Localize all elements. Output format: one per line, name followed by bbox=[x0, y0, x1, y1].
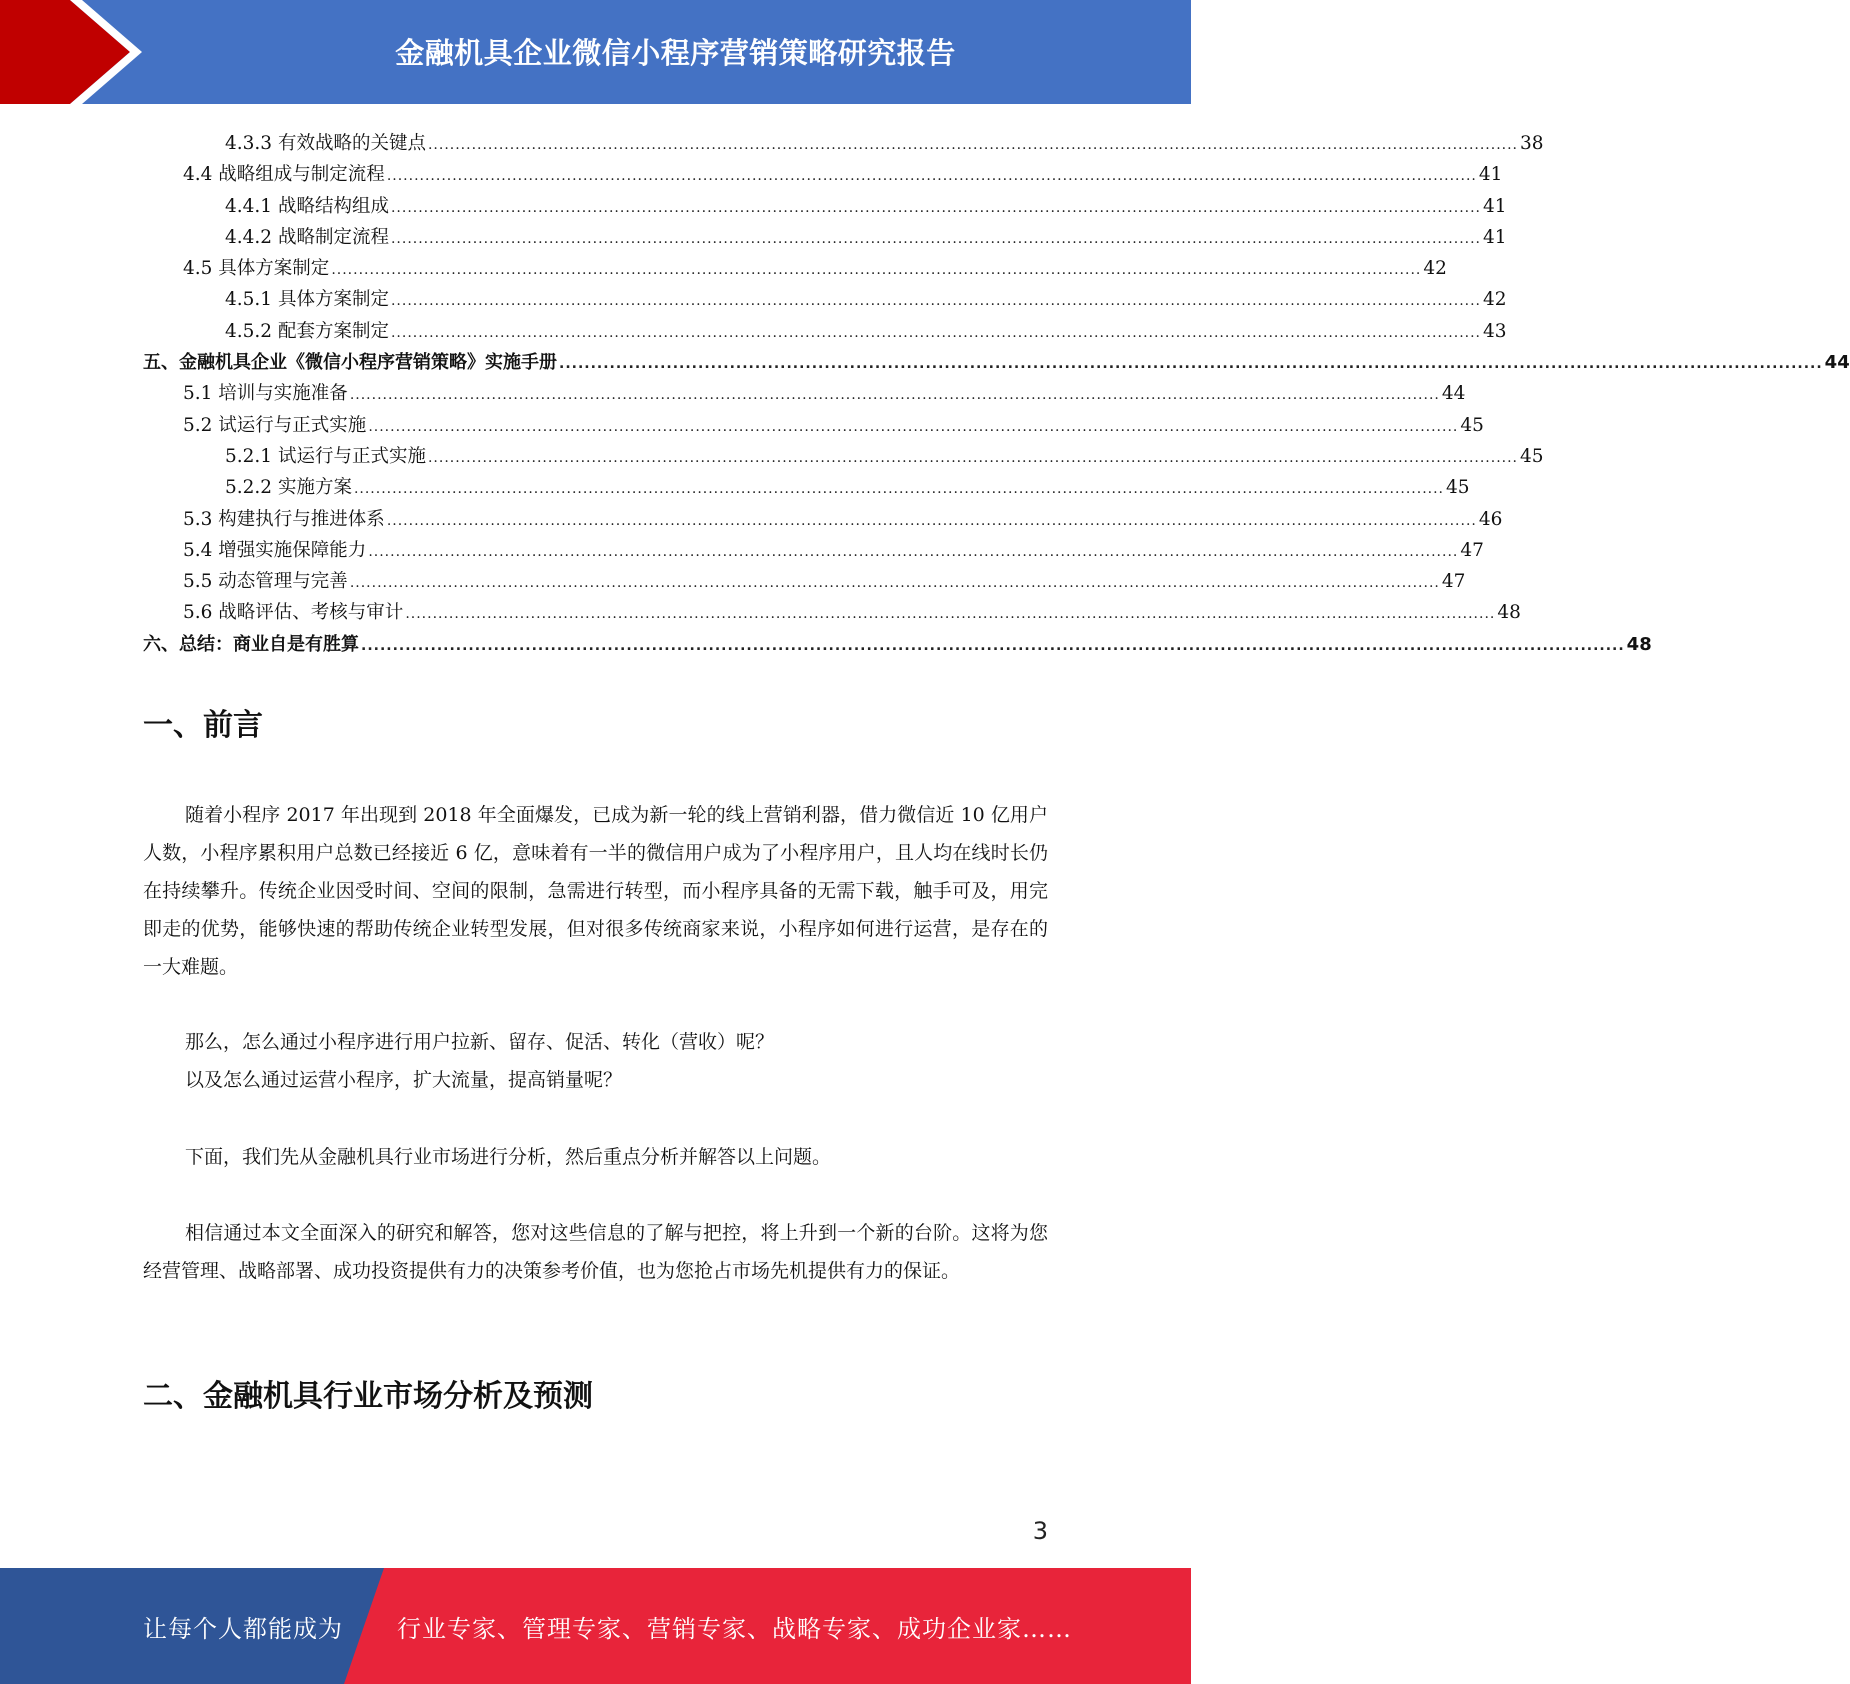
toc-leader-dots: ........................................................................................................................................................................................................ bbox=[368, 543, 1459, 560]
toc-leader-dots: ........................................................................................................................................................................................................ bbox=[349, 387, 1440, 404]
toc-entry-title: 4.4.1 战略结构组成 bbox=[225, 195, 389, 217]
toc-entry-page: 48 bbox=[1497, 602, 1521, 624]
toc-entry[interactable] bbox=[143, 253, 1447, 284]
toc-entry-title: 4.4.2 战略制定流程 bbox=[225, 226, 389, 248]
toc-entry-title: 4.4 战略组成与制定流程 bbox=[183, 164, 385, 186]
preface-paragraph-1: 随着小程序 2017 年出现到 2018 年全面爆发，已成为新一轮的线上营销利器，借力微信近 10 亿用户人数，小程序累积用户总数已经接近 6 亿，意味着有一半的微信用户成为了小程序用户，且人均在线时长仍在持续攀升。传统企业因受时间、空间的限制，急需进行转型，而小程序具备的无需下载，触手可及，用完即走的优势，能够快速的帮助传统企业转型发展，但对很多传统商家来说，小程序如何进行运营，是存在的一大难题。 bbox=[143, 804, 1048, 978]
toc-entry-page: 45 bbox=[1446, 477, 1470, 499]
toc-entry-page: 44 bbox=[1824, 352, 1850, 374]
header-arrow-decoration bbox=[0, 0, 200, 104]
toc-entry-title: 5.5 动态管理与完善 bbox=[183, 571, 348, 593]
toc-entry[interactable] bbox=[143, 191, 1507, 222]
toc-entry[interactable] bbox=[143, 284, 1507, 315]
toc-entry-title: 5.2 试运行与正式实施 bbox=[183, 414, 367, 436]
toc-leader-dots: ........................................................................................................................................................................................................ bbox=[390, 293, 1482, 310]
toc-entry-page: 48 bbox=[1626, 633, 1652, 655]
toc-entry-title: 4.5 具体方案制定 bbox=[183, 258, 330, 280]
toc-entry-page: 47 bbox=[1460, 539, 1484, 561]
footer-slogan-left: 让每个人都能成为 bbox=[143, 1614, 343, 1643]
toc-entry[interactable] bbox=[143, 316, 1507, 347]
toc-leader-dots: ........................................................................................................................................................................................................ bbox=[559, 356, 1823, 373]
page-footer bbox=[0, 1568, 1191, 1684]
toc-entry-title: 5.4 增强实施保障能力 bbox=[183, 539, 367, 561]
toc-entry[interactable] bbox=[143, 597, 1521, 628]
toc-entry[interactable] bbox=[143, 566, 1466, 597]
toc-entry-title: 4.5.2 配套方案制定 bbox=[225, 320, 389, 342]
section-heading-market-analysis: 二、金融机具行业市场分析及预测 bbox=[143, 1379, 593, 1414]
toc-entry-title: 六、总结：商业自是有胜算 bbox=[143, 633, 359, 655]
toc-entry-page: 41 bbox=[1483, 195, 1507, 217]
toc-leader-dots: ........................................................................................................................................................................................................ bbox=[353, 481, 1444, 498]
toc-entry-page: 46 bbox=[1478, 508, 1503, 530]
toc-entry-title: 五、金融机具企业《微信小程序营销策略》实施手册 bbox=[143, 352, 557, 374]
toc-entry[interactable] bbox=[143, 504, 1503, 535]
toc-entry-title: 5.2.2 实施方案 bbox=[225, 477, 352, 499]
toc-leader-dots: ........................................................................................................................................................................................................ bbox=[361, 637, 1625, 654]
toc-entry-title: 5.6 战略评估、考核与审计 bbox=[183, 602, 404, 624]
toc-entry-title: 5.1 培训与实施准备 bbox=[183, 383, 348, 405]
toc-entry-page: 43 bbox=[1483, 320, 1507, 342]
footer-slogan-right: 行业专家、管理专家、营销专家、战略专家、成功企业家…… bbox=[397, 1614, 1072, 1643]
toc-entry[interactable] bbox=[143, 472, 1470, 503]
toc-entry[interactable] bbox=[143, 535, 1484, 566]
toc-entry-page: 41 bbox=[1483, 226, 1507, 248]
preface-question-1: 那么，怎么通过小程序进行用户拉新、留存、促活、转化（营收）呢？ bbox=[185, 1031, 775, 1053]
toc-entry-page: 44 bbox=[1441, 383, 1466, 405]
toc-entry[interactable] bbox=[143, 378, 1466, 409]
preface-paragraph-2: 下面，我们先从金融机具行业市场进行分析，然后重点分析并解答以上问题。 bbox=[185, 1146, 832, 1168]
toc-entry-page: 42 bbox=[1483, 289, 1507, 311]
report-title: 金融机具企业微信小程序营销策略研究报告 bbox=[395, 35, 956, 70]
toc-entry[interactable] bbox=[143, 347, 1850, 378]
toc-leader-dots: ........................................................................................................................................................................................................ bbox=[427, 449, 1519, 466]
toc-entry-page: 38 bbox=[1520, 133, 1544, 154]
toc-leader-dots: ........................................................................................................................................................................................................ bbox=[405, 606, 1496, 623]
page-number: 3 bbox=[1032, 1517, 1048, 1545]
toc-leader-dots: ........................................................................................................................................................................................................ bbox=[386, 512, 1477, 529]
toc-leader-dots: ........................................................................................................................................................................................................ bbox=[427, 137, 1519, 153]
toc-entry[interactable] bbox=[143, 410, 1484, 441]
toc-entry-page: 41 bbox=[1478, 164, 1503, 186]
toc-entry[interactable] bbox=[143, 128, 1544, 159]
toc-entry-title: 5.3 构建执行与推进体系 bbox=[183, 508, 385, 530]
toc-entry-title: 5.2.1 试运行与正式实施 bbox=[225, 445, 426, 467]
toc-leader-dots: ........................................................................................................................................................................................................ bbox=[368, 418, 1459, 435]
section-heading-preface: 一、前言 bbox=[143, 708, 263, 743]
toc-leader-dots: ........................................................................................................................................................................................................ bbox=[386, 168, 1477, 185]
toc-leader-dots: ........................................................................................................................................................................................................ bbox=[390, 324, 1482, 341]
toc-leader-dots: ........................................................................................................................................................................................................ bbox=[349, 575, 1440, 592]
toc-entry[interactable] bbox=[143, 159, 1503, 190]
preface-paragraph-3: 相信通过本文全面深入的研究和解答，您对这些信息的了解与把控，将上升到一个新的台阶。这将为您经营管理、战略部署、成功投资提供有力的决策参考价值，也为您抢占市场先机提供有力的保证。 bbox=[143, 1222, 1048, 1282]
page-header bbox=[0, 0, 1191, 110]
toc-leader-dots: ........................................................................................................................................................................................................ bbox=[390, 199, 1482, 216]
toc-leader-dots: ........................................................................................................................................................................................................ bbox=[390, 230, 1482, 247]
toc-entry-page: 47 bbox=[1441, 571, 1466, 593]
toc-leader-dots: ........................................................................................................................................................................................................ bbox=[331, 262, 1422, 279]
toc-entry-page: 45 bbox=[1520, 445, 1544, 467]
toc-entry[interactable] bbox=[143, 441, 1544, 472]
table-of-contents bbox=[143, 128, 1850, 660]
header-divider bbox=[0, 104, 1191, 110]
toc-entry-title: 4.3.3 有效战略的关键点 bbox=[225, 133, 426, 154]
preface-question-2: 以及怎么通过运营小程序，扩大流量，提高销量呢？ bbox=[185, 1069, 623, 1091]
toc-entry-page: 42 bbox=[1423, 258, 1447, 280]
toc-entry[interactable] bbox=[143, 629, 1652, 660]
toc-entry-page: 45 bbox=[1460, 414, 1484, 436]
toc-entry-title: 4.5.1 具体方案制定 bbox=[225, 289, 389, 311]
toc-entry[interactable] bbox=[143, 222, 1507, 253]
